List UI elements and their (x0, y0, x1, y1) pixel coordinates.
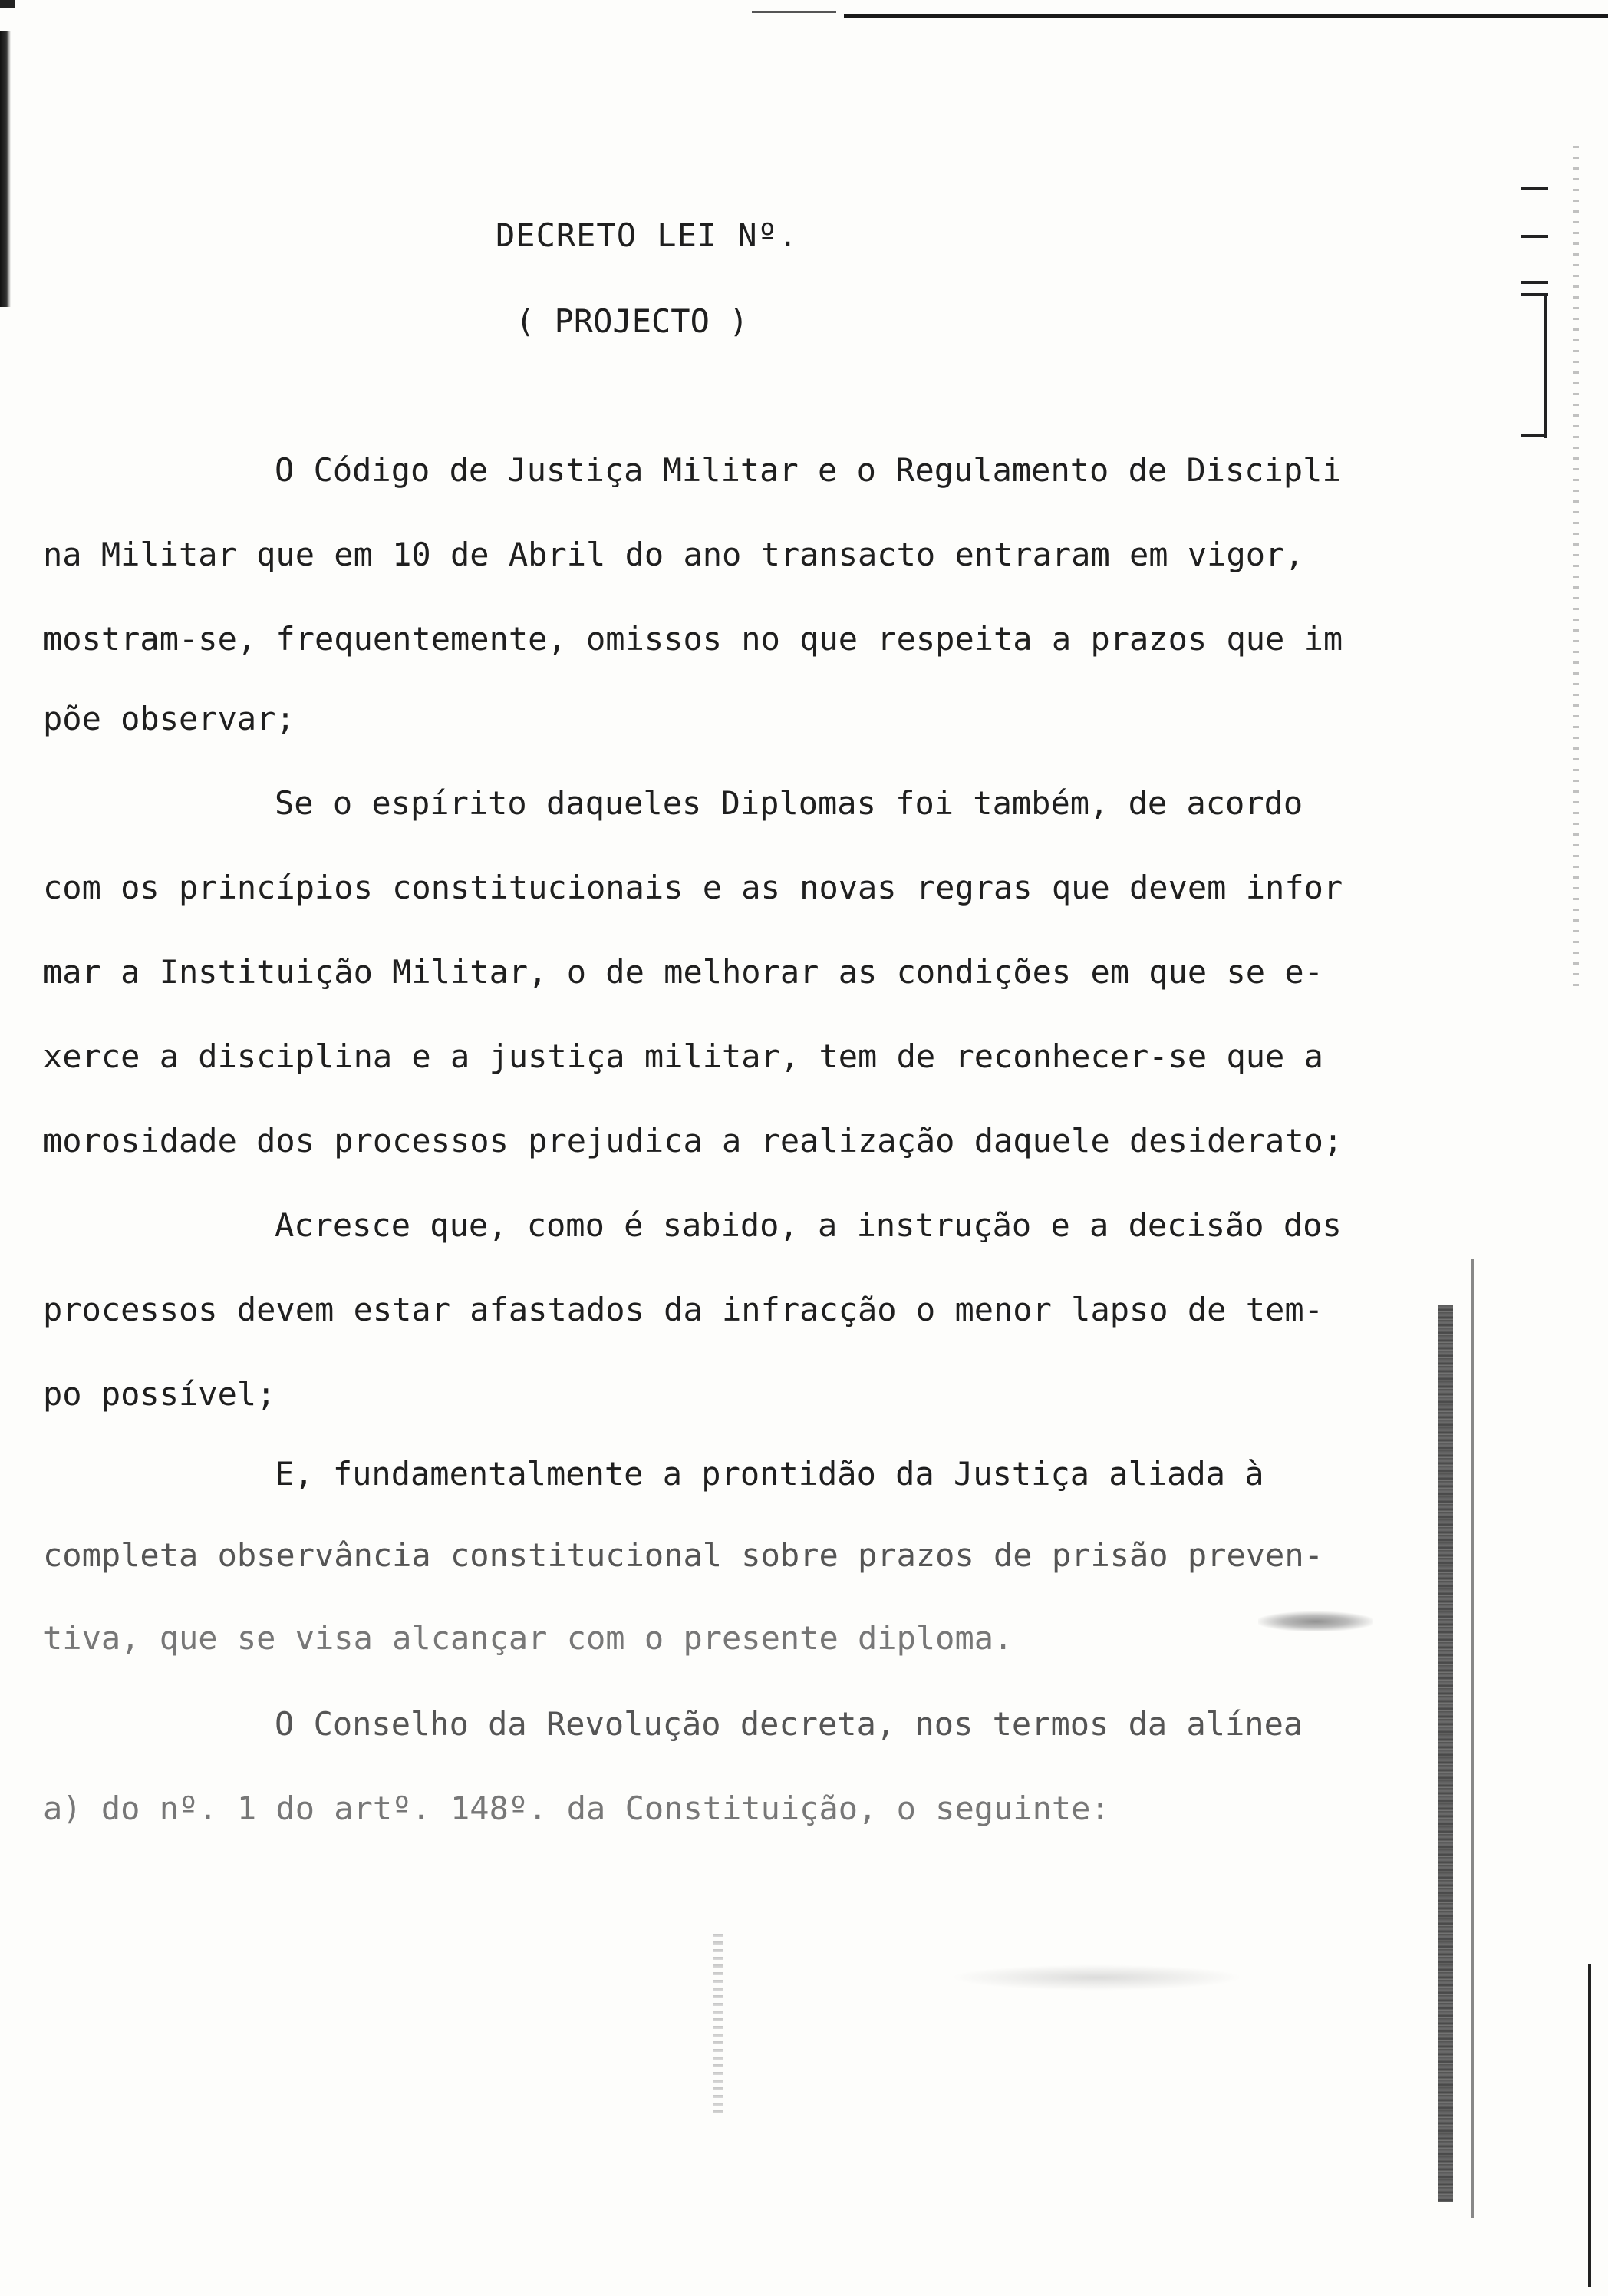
margin-dash-2 (1521, 235, 1548, 238)
text-line-2: na Militar que em 10 de Abril do ano transacto entraram em vigor, (43, 536, 1304, 573)
text-line-10: Acresce que, como é sabido, a instrução e a decisão dos (275, 1206, 1342, 1244)
margin-dash-1 (1521, 187, 1548, 190)
scan-artifact-fold (713, 1934, 723, 2118)
text-line-13: E, fundamentalmente a prontidão da Justiça aliada à (275, 1455, 1264, 1493)
text-line-1: O Código de Justiça Militar e o Regulamento de Discipli (275, 451, 1342, 489)
scan-artifact-left-edge (0, 31, 11, 307)
text-line-15: tiva, que se visa alcançar com o presente diploma. (43, 1619, 1013, 1657)
text-line-16: O Conselho da Revolução decreta, nos termos da alínea (275, 1705, 1303, 1743)
scan-artifact-smudge (1258, 1611, 1373, 1631)
margin-bracket-vertical (1544, 295, 1547, 438)
text-line-6: com os princípios constitucionais e as novas regras que devem infor (43, 869, 1343, 906)
text-line-7: mar a Instituição Militar, o de melhorar as condições em que se e- (43, 953, 1323, 991)
scan-artifact-top-faint (752, 11, 836, 13)
scan-artifact-right-line (1471, 1259, 1474, 2218)
text-line-11: processos devem estar afastados da infracção o menor lapso de tem- (43, 1291, 1323, 1328)
text-line-9: morosidade dos processos prejudica a realização daquele desiderato; (43, 1122, 1343, 1160)
scan-artifact-top-rule (844, 14, 1608, 18)
margin-bracket-foot (1521, 434, 1547, 437)
text-line-5: Se o espírito daqueles Diplomas foi também, de acordo (275, 784, 1303, 822)
text-line-8: xerce a disciplina e a justiça militar, tem de reconhecer-se que a (43, 1037, 1323, 1075)
scan-artifact-right-speckle (1573, 146, 1579, 990)
text-line-12: po possível; (43, 1375, 276, 1413)
document-subtitle: ( PROJECTO ) (516, 302, 749, 340)
text-line-17: a) do nº. 1 do artº. 148º. da Constituição, o seguinte: (43, 1790, 1110, 1827)
margin-dash-3 (1521, 281, 1548, 284)
text-line-4: põe observar; (43, 700, 295, 737)
scan-artifact-right-bar (1438, 1305, 1453, 2202)
scan-artifact-smudge-lower (951, 1964, 1243, 1991)
scan-artifact-corner (0, 0, 15, 8)
scan-artifact-right-edge (1588, 1964, 1591, 2287)
document-title: DECRETO LEI Nº. (496, 216, 799, 254)
text-line-14: completa observância constitucional sobre prazos de prisão preven- (43, 1536, 1323, 1574)
text-line-3: mostram-se, frequentemente, omissos no que respeita a prazos que im (43, 620, 1343, 658)
